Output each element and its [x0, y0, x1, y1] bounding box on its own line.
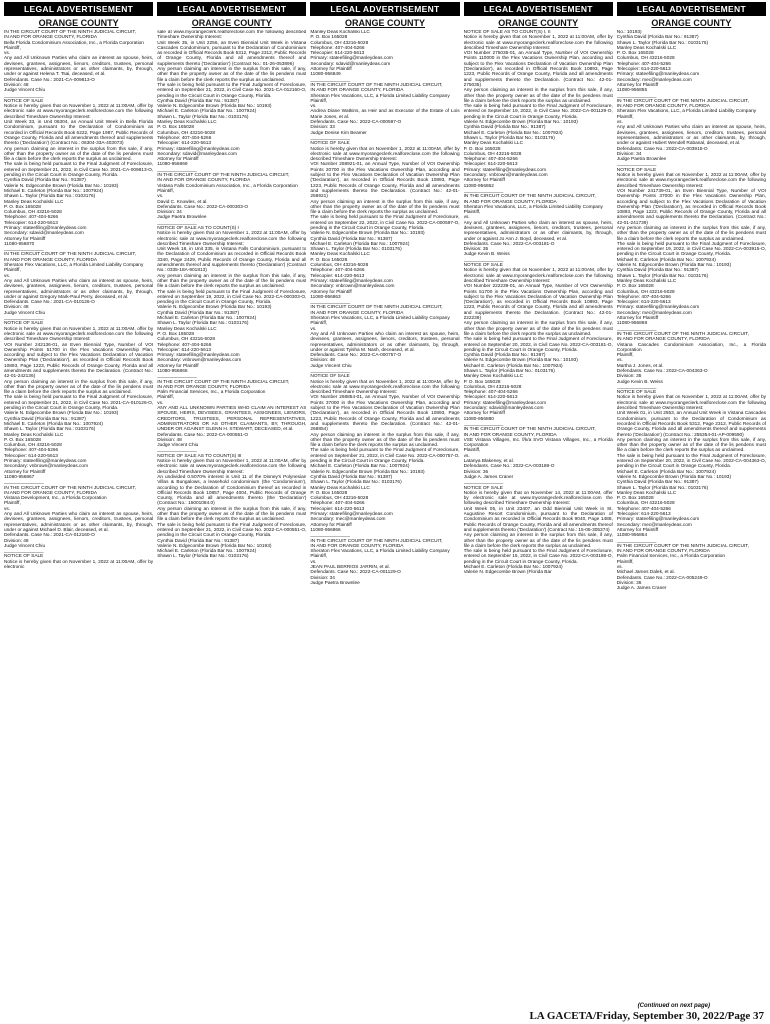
county-heading: ORANGE COUNTY: [498, 18, 579, 28]
column-3: [310, 2, 459, 1006]
notice-text: sale at www.myorangeclerk.realforeclose.com the following described Timeshare Ownership Interest: Unit Week 35, in Unit 2256, an Even Biennial Unit Week in Vistana Cascades Condominium, pursuant to the Declaration of Condominium as recorded in Official Records Book 5312, Page 2312, Public Records of Orange County, Florida and all amendments thereof and supplements thereto ('Declaration') (Contract No.: 01-26-053896) Any person claiming an interest in the surplus from this sale, if any, other than the property owner as of the date of the lis pendens must file a claim before the clerk reports the surplus as unclaimed. The sale is being held pursuant to the Final Judgment of Foreclosure, entered on September 21, 2022, in Civil Case No. 2021-CA-012160-O, pending in the Circuit Court in Orange County, Florida. Cynthia David (Florida Bar No.: 91387) Valerie N. Edgecombe Brown (Florida Bar No.: 10193) Michael E. Carleton (Florida Bar No.: 1007924) Shawn L. Taylor (Florida Bar No.: 0103176) Manley Deas Kochalski LLC P. O. Box 165028 Columbus, OH 43216-5028 Telephone: 407-404-5266 Telecopier: 614-220-5613 Primary: stateefiling@manleydeas.com Secondary: sdavid@manleydeas.com Attorney for Plaintiff 11080-956869 _______________ IN THE CIRCUIT COURT OF THE NINTH JUDICIAL CIRCUIT, IN AND FOR ORANGE COUNTY, FLORIDA Vistana Falls Condominium Association, Inc., a Florida Corporation Plaintiff, vs. David C. Knowles, et al. Defendants. Case No.: 2022-CA-000303-O Division: 34 Judge Paetra Brownlee _______________ NOTICE OF SALE AS TO COUNT(S) I Notice is hereby given that on November 1, 2022 at 11:00AM, offer by electronic sale at www.myorangeclerk.realforeclose.com the following described Timeshare Ownership Interest: Unit Week 18, in Unit 335, in Vistana Falls Condominium, pursuant to the Declaration of Condominium as recorded in Official Records Book 3340, Page 2429, Public Records of Orange County, Florida and all amendments thereof and supplements thereto ('Declaration') (Contract No.: 0335-18A-901813) Any person claiming an interest in the surplus from this sale, if any, other than the property owner as of the date of the lis pendens must file a claim before the clerk reports the surplus as unclaimed. The sale is being held pursuant to the Final Judgment of Foreclosure, entered on September 19, 2022, in Civil Case No. 2022-CA-000303-O, pending in the Circuit Court in Orange County, Florida. Valerie N. Edgecombe Brown (Florida Bar No.: 10193) Cynthia David (Florida Bar No.: 91387) Michael E. Carleton (Florida Bar No.: 1007924) Shawn L. Taylor (Florida Bar No.: 0103176) Manley Deas Kochalski LLC P. O. Box 165028 Columbus, OH 43216-5028 Telephone: 407-404-5266 Telecopier: 614-220-5613 Primary: stateefiling@manleydeas.com Secondary: vnbrown@manleydeas.com Attorney for Plaintiff 11080-956865 _______________ IN THE CIRCUIT COURT OF THE NINTH JUDICIAL CIRCUIT, IN AND FOR ORANGE COUNTY, FLORIDA Palm Financial Services, Inc., a Florida Corporation Plaintiff, vs. ANY AND ALL UNKNOWN PARTIES WHO CLAIM AN INTEREST AS SPOUSE, HEIRS, DEVISEES, GRANTEES, ASSIGNEES, LIENORS, CREDITORS, TRUSTEES, PERSONAL REPRESENTATIVES, ADMINISTRATORS OR AS OTHER CLAIMANTS, BY, THROUGH, UNDER OR AGAINST GLENN H. STEWART, DECEASED, et al. Defendants. Case No.: 2022-CA-000551-O Division: 48 Judge Vincent Chiu _______________ NOTICE OF SALE AS TO COUNT(S) III Notice is hereby given that on November 1, 2022 at 11:00AM, offer by electronic sale at www.myorangeclerk.realforeclose.com the following described Timeshare Ownership Interest: An undivided 0.5070% interest in Unit 11 of the Disney's Polynesian Villas & Bungalows, a leasehold condominium (the 'Condominium'), according to the Declaration of Condominium thereof as recorded in Official Records Book 10857, Page 4004, Public Records of Orange County, Florida and all amendments thereto (the 'Declaration') (Contract No.: 15001084.0) Any person claiming an interest in the surplus from this sale, if any, other than the property owner as of the date of the lis pendens must file a claim before the clerk reports the surplus as unclaimed. The sale is being held pursuant to the Final Judgment of Foreclosure, entered on September 21, 2022, in Civil Case No. 2022-CA-000551-O, pending in the Circuit Court in Orange County, Florida. Cynthia David (Florida Bar No.: 91387) Valerie N. Edgecombe Brown (Florida Bar No.: 10193) Michael E. Carleton (Florida Bar No.: 1007924) Shawn L. Taylor (Florida Bar No.: 0103176): [157, 30, 307, 560]
legal-ad-banner: LEGAL ADVERTISEMENT: [464, 2, 613, 16]
notice-text: NOTICE OF SALE AS TO COUNT(S) I, II Notice is hereby given that on November 1, 2022 at 11:00AM, offer by electronic sale at www.myorangeclerk.realforeclose.com the following described Timeshare Ownership Interest: VOI Number 275035-01, an Annual Type, Number of VOI Ownership Points 110000 in the Flex Vacations Ownership Plan, according and subject to the Flex Vacations Declaration of Vacation Ownership Plan ('Declaration'), as recorded in Official Records Book 10893, Page 1223, Public Records of Orange County, Florida and all amendments and supplements thereto the Declaration. (Contract No.: 42-01-275035) Any person claiming an interest in the surplus from this sale, if any, other than the property owner as of the date of the lis pendens must file a claim before the clerk reports the surplus as unclaimed. The sale is being held pursuant to the Final Judgment of Foreclosure, entered on September 19, 2022, in Civil Case No. 2022-CA-001129-O, pending in the Circuit Court in Orange County, Florida. Valerie N. Edgecombe Brown (Florida Bar No.: 10193) Cynthia David (Florida Bar No.: 91387) Michael E. Carleton (Florida Bar No.: 1007924) Shawn L. Taylor (Florida Bar No.: 0103176) Manley Deas Kochalski LLC P. O. Box 165028 Columbus, OH 43216-5028 Telephone: 407-404-5266 Telecopier: 614-220-5613 Primary: stateefiling@manleydeas.com Secondary: vnbrown@manleydeas.com Attorney for Plaintiff 11080-956862 _______________ IN THE CIRCUIT COURT OF THE NINTH JUDICIAL CIRCUIT, IN AND FOR ORANGE COUNTY, FLORIDA Sheraton Flex Vacations, LLC, a Florida Limited Liability Company Plaintiff, vs. Any and All Unknown Parties who claim an interest as spouse, heirs, devisees, grantees, assignees, lienors, creditors, trustees, personal representatives, administrators or as other claimants, by, through, under or against Jo Ann J. Boyd, deceased, et al. Defendants. Case No.: 2022-CA-003181-O Division: 35 Judge Kevin B. Weiss _______________ NOTICE OF SALE Notice is hereby given that on November 1, 2022 at 11:00AM, offer by electronic sale at www.myorangeclerk.realforeclose.com the following described Timeshare Ownership Interest: VOI Number 222239-01, an Annual Type, Number of VOI Ownership Points 51700 in the Flex Vacations Ownership Plan, according and subject to the Flex Vacations Declaration of Vacation Ownership Plan ('Declaration'), as recorded in Official Records Book 10893, Page 1223, Public Records of Orange County, Florida and all amendments and supplements thereto the Declaration. (Contract No.: 42-01-222239) Any person claiming an interest in the surplus from this sale, if any, other than the property owner as of the date of the lis pendens must file a claim before the clerk reports the surplus as unclaimed. The sale is being held pursuant to the Final Judgment of Foreclosure, entered on September 20, 2022, in Civil Case No. 2022-CA-003181-O, pending in the Circuit Court in Orange County, Florida. Cynthia David (Florida Bar No.: 91387) Valerie N. Edgecombe Brown (Florida Bar No.: 10193) Michael E. Carleton (Florida Bar No.: 1007924) Shawn L. Taylor (Florida Bar No.: 0103176) Manley Deas Kochalski LLC P. O. Box 165028 Columbus, OH 43216-5028 Telephone: 407-404-5266 Telecopier: 614-220-5613 Primary: stateefiling@manleydeas.com Secondary: sdavid@manleydeas.com Attorney for Plaintiff 11080-956880 _______________ IN THE CIRCUIT COURT OF THE NINTH JUDICIAL CIRCUIT, IN AND FOR ORANGE COUNTY, FLORIDA VSE Vistana Villages, Inc. f/k/a SVO Vistana Villages, Inc., a Florida Corporation Plaintiff, vs. Latanya Blakeney, et al. Defendants. Case No.: 2022-CA-003188-O Division: 36 Judge A. James Craner _______________ NOTICE OF SALE Notice is hereby given that on November 14, 2022 at 11:00AM, offer by electronic sale at www.myorangeclerk.realforeclose.com the following described Timeshare Ownership Interest: Unit Week 05, in Unit 23407, an Odd Biennial Unit Week in St. Augustine Resort Condominium, pursuant to the Declaration of Condominium as recorded in Official Records Book 9040, Page 1488, Public Records of Orange County, Florida and all amendments thereof and supplements thereto ('Declaration') (Contract No.: 15-05-305374) Any person claiming an interest in the surplus from this sale, if any, other than the property owner as of the date of the lis pendens must file a claim before the clerk reports the surplus as unclaimed. The sale is being held pursuant to the Final Judgment of Foreclosure, entered on September 15, 2022, in Civil Case No. 2022-CA-003188-O, pending in the Circuit Court in Orange County, Florida. Michael E. Carleton (Florida Bar No.: 1007924) Valerie N. Edgecombe Brown (Florida Bar: [463, 30, 613, 576]
columns-container: [4, 2, 766, 1006]
county-heading: ORANGE COUNTY: [344, 18, 425, 28]
county-heading: ORANGE COUNTY: [651, 18, 732, 28]
notice-text: Manley Deas Kochalski LLC P. O. Box 165028 Columbus, OH 43216-5028 Telephone: 407-404-5266 Telecopier: 614-220-5613 Primary: stateefiling@manleydeas.com Secondary: sdavid@manleydeas.com Attorney for Plaintiff 11080-956849 _______________ IN THE CIRCUIT COURT OF THE NINTH JUDICIAL CIRCUIT, IN AND FOR ORANGE COUNTY, FLORIDA Sheraton Flex Vacations, LLC, a Florida Limited Liability Company Plaintiff, vs. Andrea Diane Watkins, as Heir and as Executor of the Estate of Lois Marie Jones, et al. Defendants. Case No.: 2022-CA-000597-O Division: 33 Judge Denise Kim Beamer _______________ NOTICE OF SALE Notice is hereby given that on November 1, 2022 at 11:00AM, offer by electronic sale at www.myorangeclerk.realforeclose.com the following described Timeshare Ownership Interest: VOI Number 258921-01, an Annual Type, Number of VOI Ownership Points 20700 in the Flex Vacations Ownership Plan, according and subject to the Flex Vacations Declaration of Vacation Ownership Plan ('Declaration'), as recorded in Official Records Book 10893, Page 1223, Public Records of Orange County, Florida and all amendments and supplements thereto the Declaration. (Contract No.: 42-01-258921) Any person claiming an interest in the surplus from this sale, if any, other than the property owner as of the date of the lis pendens must file a claim before the clerk reports the surplus as unclaimed. The sale is being held pursuant to the Final Judgment of Foreclosure, entered on September 22, 2022, in Civil Case No. 2022-CA-000597-O, pending in the Circuit Court in Orange County, Florida. Valerie N. Edgecombe Brown (Florida Bar No.: 10193) Cynthia David (Florida Bar No.: 91387) Michael E. Carleton (Florida Bar No.: 1007924) Shawn L. Taylor (Florida Bar No.: 0103176) Manley Deas Kochalski LLC P. O. Box 165028 Columbus, OH 43216-5028 Telephone: 407-404-5266 Telecopier: 614-220-5613 Primary: stateefiling@manleydeas.com Secondary: vnbrown@manleydeas.com Attorney for Plaintiff 11080-956863 _______________ IN THE CIRCUIT COURT OF THE NINTH JUDICIAL CIRCUIT, IN AND FOR ORANGE COUNTY, FLORIDA Sheraton Flex Vacations, LLC, a Florida Limited Liability Company Plaintiff, vs. Any and All Unknown Parties who claim an interest as spouse, heirs, devisees, grantees, assignees, lienors, creditors, trustees, personal representatives, administrators or as other claimants, by, through, under or against Tyisha M. Nash, deceased, et al. Defendants. Case No.: 2022-CA-000757-O Division: 48 Judge Vincent Chiu _______________ NOTICE OF SALE Notice is hereby given that on November 1, 2022 at 11:00AM, offer by electronic sale at www.myorangeclerk.realforeclose.com the following described Timeshare Ownership Interest: VOI Number 268854-01, an Annual Type, Number of VOI Ownership Points 37000 in the Flex Vacations Ownership Plan, according and subject to the Flex Vacations Declaration of Vacation Ownership Plan ('Declaration'), as recorded in Official Records Book 10893, Page 1223, Public Records of Orange County, Florida and all amendments and supplements thereto the Declaration. (Contract No.: 42-01-268854) Any person claiming an interest in the surplus from this sale, if any, other than the property owner as of the date of the lis pendens must file a claim before the clerk reports the surplus as unclaimed. The sale is being held pursuant to the Final Judgment of Foreclosure, entered on September 21, 2022, in Civil Case No. 2022-CA-000757-O, pending in the Circuit Court in Orange County, Florida. Michael E. Carleton (Florida Bar No.: 1007924) Valerie N. Edgecombe Brown (Florida Bar No.: 10193) Cynthia David (Florida Bar No.: 91387) Shawn L. Taylor (Florida Bar No.: 0103176) Manley Deas Kochalski LLC P. O. Box 165028 Columbus, OH 43216-5028 Telephone: 407-404-5266 Telecopier: 614-220-5613 Primary: stateefiling@manleydeas.com Secondary: mec@manleydeas.com Attorney for Plaintiff 11080-956866 _______________ IN THE CIRCUIT COURT OF THE NINTH JUDICIAL CIRCUIT, IN AND FOR ORANGE COUNTY, FLORIDA Sheraton Flex Vacations, LLC, a Florida Limited Liability Company Plaintiff, vs. JEAN PAUL BERRIOS JARRIN, et al. Defendants. Case No.: 2022-CA-001129-O Division: 34 Judge Paetra Brownlee: [310, 30, 460, 586]
column-4: [464, 2, 613, 1006]
county-heading: ORANGE COUNTY: [191, 18, 272, 28]
legal-ad-banner: LEGAL ADVERTISEMENT: [157, 2, 306, 16]
legal-ad-banner: LEGAL ADVERTISEMENT: [4, 2, 153, 16]
page-footer: LA GACETA/Friday, September 30, 2022/Page 37: [529, 1010, 764, 1022]
county-heading: ORANGE COUNTY: [38, 18, 119, 28]
column-1: [4, 2, 153, 1006]
notice-text: No.: 10193) Cynthia David (Florida Bar No.: 91387) Shawn L. Taylor (Florida Bar No.: 0103176) Manley Deas Kochalski LLC P. O. Box 165028 Columbus, OH 43216-5028 Telephone: 407-404-5266 Telecopier: 614-220-5613 Primary: stateefiling@manleydeas.com Secondary: mec@manleydeas.com Attorney for Plaintiff 11080-956855 _______________ IN THE CIRCUIT COURT OF THE NINTH JUDICIAL CIRCUIT, IN AND FOR ORANGE COUNTY, FLORIDA Sheraton Flex Vacations, LLC, a Florida Limited Liability Company Plaintiff, vs. Any and All Unknown Parties who claim an interest as spouse, heirs, devisees, grantees, assignees, lienors, creditors, trustees, personal representatives, administrators or as other claimants, by, through, under or against Hubert Wendell Rabanal, deceased, et al. Defendants. Case No.: 2022-CA-003915-O Division: 34 Judge Paetra Brownlee _______________ NOTICE OF SALE Notice is hereby given that on November 1, 2022 at 11:00AM, offer by electronic sale at www.myorangeclerk.realforeclose.com the following described Timeshare Ownership Interest: VOI Number 241739-01, an Even Biennial Type, Number of VOI Ownership Points 37000 in the Flex Vacations Ownership Plan, according and subject to the Flex Vacations Declaration of Vacation Ownership Plan ('Declaration'), as recorded in Official Records Book 10893, Page 1223, Public Records of Orange County, Florida and all amendments and supplements thereto the Declaration. (Contract No.: 42-01-241739) Any person claiming an interest in the surplus from this sale, if any, other than the property owner as of the date of the lis pendens must file a claim before the clerk reports the surplus as unclaimed. The sale is being held pursuant to the Final Judgment of Foreclosure, entered on September 19, 2022, in Civil Case No. 2022-CA-003915-O, pending in the Circuit Court in Orange County, Florida. Michael E. Carleton (Florida Bar No.: 1007924) Valerie N. Edgecombe Brown (Florida Bar No.: 10193) Cynthia David (Florida Bar No.: 91387) Shawn L. Taylor (Florida Bar No.: 0103176) Manley Deas Kochalski LLC P. O. Box 165028 Columbus, OH 43216-5028 Telephone: 407-404-5266 Telecopier: 614-220-5613 Primary: stateefiling@manleydeas.com Secondary: mec@manleydeas.com Attorney for Plaintiff 11080-956868 _______________ IN THE CIRCUIT COURT OF THE NINTH JUDICIAL CIRCUIT, IN AND FOR ORANGE COUNTY, FLORIDA Vistana Cascades Condominium Association, Inc., a Florida Corporation Plaintiff, vs. Martha J. Jones, et al. Defendants. Case No.: 2022-CA-004363-O Division: 35 Judge Kevin B. Weiss _______________ NOTICE OF SALE Notice is hereby given that on November 1, 2022 at 11:00AM, offer by electronic sale at www.myorangeclerk.realforeclose.com the following described Timeshare Ownership Interest: Unit Week 01, in Unit 2553, an Annual Unit Week in Vistana Cascades Condominium, pursuant to the Declaration of Condominium as recorded in Official Records Book 5312, Page 2312, Public Records of Orange County, Florida and all amendments thereof and supplements thereto ('Declaration') (Contract No.: 255354-01-AP-009590) Any person claiming an interest in the surplus from this sale, if any, other than the property owner as of the date of the lis pendens must file a claim before the clerk reports the surplus as unclaimed. The sale is being held pursuant to the Final Judgment of Foreclosure, entered on September 20, 2022, in Civil Case No. 2022-CA-004363-O, pending in the Circuit Court in Orange County, Florida. Michael E. Carleton (Florida Bar No.: 1007924) Valerie N. Edgecombe Brown (Florida Bar No.: 10193) Cynthia David (Florida Bar No.: 91387) Shawn L. Taylor (Florida Bar No.: 0103176) Manley Deas Kochalski LLC P. O. Box 165028 Columbus, OH 43216-5028 Telephone: 407-404-5266 Telecopier: 614-220-5613 Primary: stateefiling@manleydeas.com Secondary: mec@manleydeas.com Attorney for Plaintiff 11080-956864 _______________ IN THE CIRCUIT COURT OF THE NINTH JUDICIAL CIRCUIT, IN AND FOR ORANGE COUNTY, FLORIDA Palm Financial Services, Inc., a Florida Corporation Plaintiff, vs. Michael James Dalek, et al. Defendants. Case No.: 2022-CA-005249-O Division: 36 Judge A. James Craner: [616, 30, 766, 592]
legal-ad-banner: LEGAL ADVERTISEMENT: [617, 2, 766, 16]
continued-note: (Continued on next page): [637, 1003, 710, 1009]
legal-ad-banner: LEGAL ADVERTISEMENT: [310, 2, 459, 16]
notice-text: IN THE CIRCUIT COURT OF THE NINTH JUDICIAL CIRCUIT, IN AND FOR ORANGE COUNTY, FLORIDA Bella Florida Condominium Association, Inc., a Florida Corporation Plaintiff, vs. Any and All Unknown Parties who claim an interest as spouse, heirs, devisees, grantees, assignees, lienors, creditors, trustees, personal representatives, administrators or as other claimants, by, through, under or against Helena T. Tsai, deceased, et al. Defendants. Case No.: 2021-CA-009813-O Division: 48 Judge Vincent Chiu _______________ NOTICE OF SALE Notice is hereby given that on November 1, 2022 at 11:00AM, offer by electronic sale at www.myorangeclerk.realforeclose.com the following described Timeshare Ownership Interest: Unit Week 33, in Unit 06304, an Annual Unit Week in Bella Florida Condominium, pursuant to the Declaration of Condominium as recorded in Official Records Book 6222, Page 1987, Public Records of Orange County, Florida and all amendments thereof and supplements thereto ('Declaration') (Contract No.: 06304-33A-403073) Any person claiming an interest in the surplus from this sale, if any, other than the property owner as of the date of the lis pendens must file a claim before the clerk reports the surplus as unclaimed. The sale is being held pursuant to the Final Judgment of Foreclosure, entered on September 21, 2022, in Civil Case No. 2021-CA-009813-O, pending in the Circuit Court in Orange County, Florida. Cynthia David (Florida Bar No.: 91387) Valerie N. Edgecombe Brown (Florida Bar No.: 10193) Michael E. Carleton (Florida Bar No.: 1007924) Shawn L. Taylor (Florida Bar No.: 0103176) Manley Deas Kochalski LLC P. O. Box 165028 Columbus, OH 43216-5028 Telephone: 407-404-5266 Telecopier: 614-220-5613 Primary: stateefiling@manleydeas.com Secondary: sdavid@manleydeas.com Attorney for Plaintiff 11080-956870 _______________ IN THE CIRCUIT COURT OF THE NINTH JUDICIAL CIRCUIT, IN AND FOR ORANGE COUNTY, FLORIDA Sheraton Flex Vacations, LLC, a Florida Limited Liability Company Plaintiff, vs. Any and All Unknown Parties who claim an interest as spouse, heirs, devisees, grantees, assignees, lienors, creditors, trustees, personal representatives, administrators or as other claimants, by, through, under or against Gregory Mark-Paul Perry, deceased, et al. Defendants. Case No.: 2021-CA-010126-O Division: 48 Judge Vincent Chiu _______________ NOTICE OF SALE Notice is hereby given that on November 1, 2022 at 11:00AM, offer by electronic sale at www.myorangeclerk.realforeclose.com the following described Timeshare Ownership Interest: VOI Number 242136-01, an Even Biennial Type, Number of VOI Ownership Points 51700 in the Flex Vacations Ownership Plan, according and subject to the Flex Vacations Declaration of Vacation Ownership Plan ('Declaration'), as recorded in Official Records Book 10893, Page 1223, Public Records of Orange County, Florida and all amendments and supplements thereto the Declaration. (Contract No.: 42-01-242136) Any person claiming an interest in the surplus from this sale, if any, other than the property owner as of the date of the lis pendens must file a claim before the clerk reports the surplus as unclaimed. The sale is being held pursuant to the Final Judgment of Foreclosure, entered on September 21, 2022, in Civil Case No. 2021-CA-010126-O, pending in the Circuit Court in Orange County, Florida. Valerie N. Edgecombe Brown (Florida Bar No.: 10193) Cynthia David (Florida Bar No.: 91387) Michael E. Carleton (Florida Bar No.: 1007924) Shawn L. Taylor (Florida Bar No.: 0103176) Manley Deas Kochalski LLC P. O. Box 165028 Columbus, OH 43216-5028 Telephone: 407-404-5266 Telecopier: 614-220-5613 Primary: stateefiling@manleydeas.com Secondary: vnbrown@manleydeas.com Attorney for Plaintiff 11080-956867 _______________ IN THE CIRCUIT COURT OF THE NINTH JUDICIAL CIRCUIT, IN AND FOR ORANGE COUNTY, FLORIDA Vistana Development, Inc., a Florida Corporation Plaintiff, vs. Any and All Unknown Parties who claim an interest as spouse, heirs, devisees, grantees, assignees, lienors, creditors, trustees, personal representatives, administrators or as other claimants, by, through, under or against Michael D. Blair, deceased, et al. Defendants. Case No.: 2021-CA-012160-O Division: 48 Judge Vincent Chiu _______________ NOTICE OF SALE Notice is hereby given that on November 1, 2022 at 11:00AM, offer by electronic: [4, 30, 154, 570]
column-5: [617, 2, 766, 1006]
column-2: [157, 2, 306, 1006]
